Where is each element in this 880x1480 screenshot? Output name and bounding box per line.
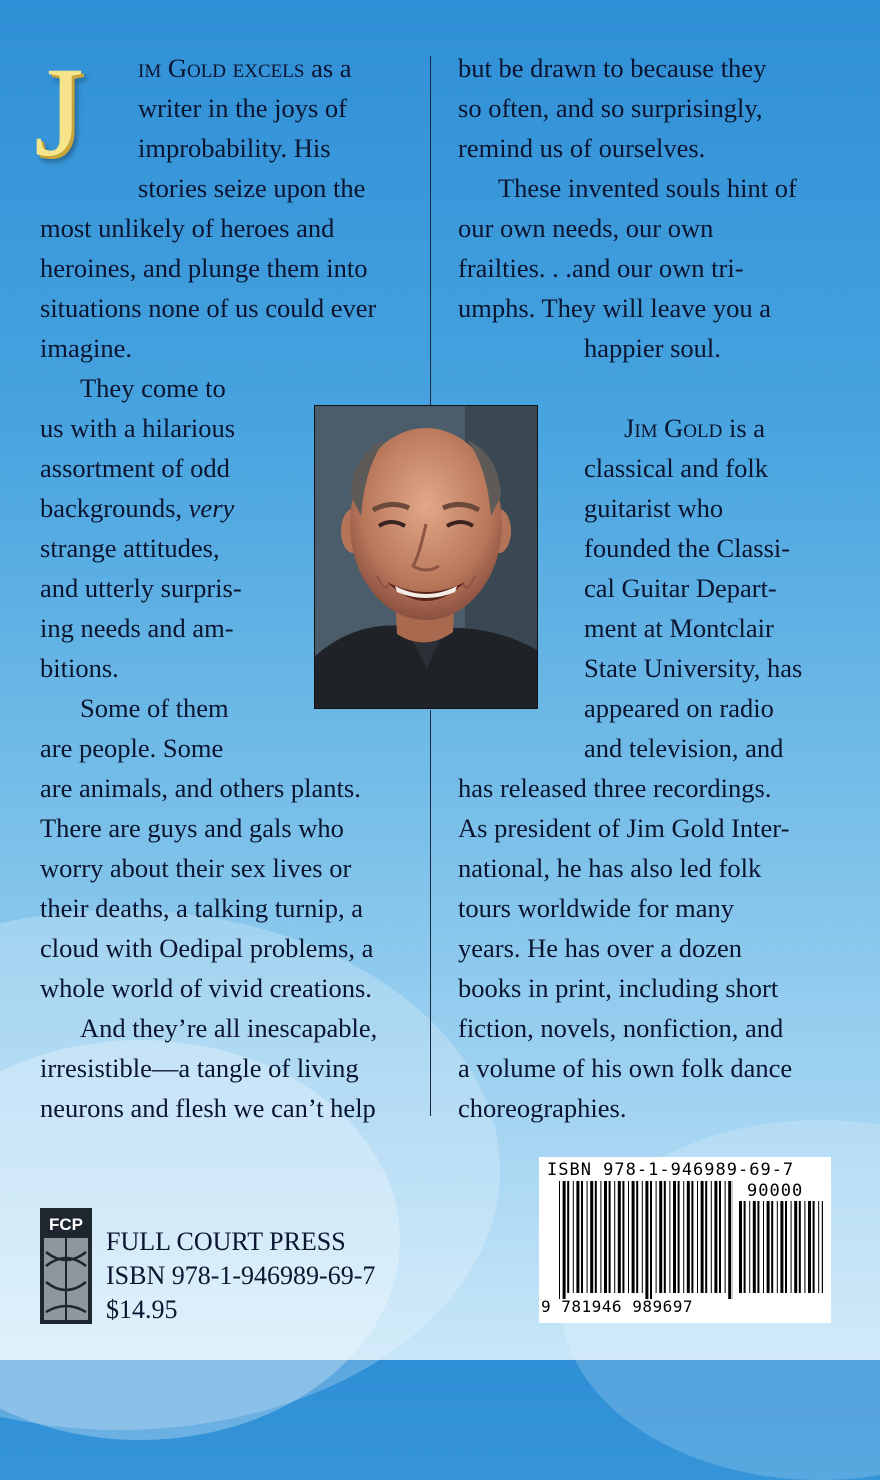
barcode-bar [604, 1181, 607, 1293]
paragraph-line: cloud with Oedipal problems, a [40, 928, 373, 968]
barcode-bar [563, 1181, 566, 1299]
barcode-bar [804, 1201, 805, 1293]
barcode-bar [632, 1181, 635, 1293]
paragraph-line: so often, and so surprisingly, [458, 88, 762, 128]
column-divider [430, 56, 431, 406]
paragraph-line: founded the Classi- [584, 528, 790, 568]
paragraph-line: bitions. [40, 648, 119, 688]
barcode-bar [683, 1181, 684, 1293]
paragraph-line: worry about their sex lives or [40, 848, 351, 888]
barcode-bar [757, 1201, 759, 1293]
barcode-price-code: 90000 [747, 1181, 803, 1201]
barcode-bar [822, 1201, 823, 1293]
column-divider [430, 710, 431, 1116]
paragraph-line: imagine. [40, 328, 132, 368]
barcode-bar [673, 1181, 676, 1293]
paragraph-line: whole world of vivid creations. [40, 968, 372, 1008]
barcode-bar [664, 1181, 666, 1293]
paragraph-line: choreographies. [458, 1088, 627, 1128]
paragraph-line: their deaths, a talking turnip, a [40, 888, 363, 928]
barcode-bar [628, 1181, 629, 1293]
barcode-bar [687, 1181, 690, 1293]
fcp-logo-text: FCP [49, 1215, 83, 1234]
paragraph-line: writer in the joys of [138, 88, 347, 128]
barcode-digits: 9 781946 989697 [541, 1297, 693, 1317]
barcode-bar [701, 1181, 704, 1293]
paragraph-line: frailties. . .and our own tri- [458, 248, 744, 288]
barcode-bar [581, 1181, 583, 1293]
barcode-bar [794, 1201, 797, 1293]
barcode-bar [614, 1181, 615, 1293]
isbn-barcode [539, 1157, 831, 1323]
barcode-bar [818, 1201, 819, 1293]
barcode-bar [791, 1201, 792, 1293]
barcode-bar [771, 1201, 773, 1293]
barcode-bar [705, 1181, 707, 1293]
paragraph-line: appeared on radio [584, 688, 774, 728]
barcode-addon-bars-icon [739, 1201, 823, 1299]
barcode-bar [739, 1201, 742, 1293]
paragraph-line: They come to [80, 368, 226, 408]
author-name-smallcaps: Jim Gold [624, 413, 722, 443]
paragraph-line: As president of Jim Gold Inter- [458, 808, 789, 848]
paragraph-line: tours worldwide for many [458, 888, 734, 928]
paragraph-line: national, he has also led folk [458, 848, 761, 888]
barcode-bar [691, 1181, 693, 1293]
paragraph-line: These invented souls hint of [498, 168, 797, 208]
barcode-bar [645, 1181, 648, 1299]
paragraph-line: and television, and [584, 728, 783, 768]
barcode-isbn-label: ISBN 978-1-946989-69-7 [547, 1159, 794, 1181]
barcode-bars-icon [559, 1181, 733, 1299]
paragraph-line: happier soul. [584, 328, 721, 368]
barcode-bar [808, 1201, 811, 1293]
barcode-bar [656, 1181, 657, 1293]
barcode-bar [767, 1201, 770, 1293]
barcode-bar [659, 1181, 662, 1293]
barcode-bar [763, 1201, 764, 1293]
barcode-bar [678, 1181, 680, 1293]
barcode-bar [813, 1201, 815, 1293]
barcode-bar [728, 1181, 731, 1299]
barcode-bar [600, 1181, 601, 1293]
paragraph-line: us with a hilarious [40, 408, 235, 448]
barcode-bar [587, 1181, 588, 1293]
barcode-bar [669, 1181, 670, 1293]
publisher-isbn: ISBN 978-1-946989-69-7 [106, 1260, 375, 1292]
barcode-bar [780, 1201, 783, 1293]
paragraph-line: ing needs and am- [40, 608, 234, 648]
barcode-bar [725, 1181, 726, 1293]
paragraph-line: are animals, and others plants. [40, 768, 361, 808]
paragraph-line: neurons and flesh we can’t help [40, 1088, 376, 1128]
author-photo [314, 405, 538, 709]
paragraph-line: State University, has [584, 648, 802, 688]
barcode-bar [714, 1181, 717, 1293]
barcode-bar [618, 1181, 621, 1293]
paragraph-line: stories seize upon the [138, 168, 365, 208]
barcode-bar [719, 1181, 721, 1293]
paragraph-line: has released three recordings. [458, 768, 771, 808]
emphasis-text: very [189, 493, 235, 523]
paragraph-line: are people. Some [40, 728, 223, 768]
barcode-bar [636, 1181, 638, 1293]
paragraph-line: Some of them [80, 688, 229, 728]
barcode-bar [642, 1181, 643, 1293]
barcode-bar [711, 1181, 712, 1293]
paragraph-line: Jim Gold is a [624, 408, 765, 448]
paragraph-line: guitarist who [584, 488, 723, 528]
paragraph-line: but be drawn to because they [458, 48, 766, 88]
book-price: $14.95 [106, 1294, 178, 1326]
drop-cap: J [34, 52, 134, 172]
barcode-bar [576, 1181, 579, 1293]
paragraph-line: fiction, novels, nonfiction, and [458, 1008, 783, 1048]
barcode-bar [622, 1181, 624, 1293]
paragraph-line: our own needs, our own [458, 208, 713, 248]
paragraph-line: irresistible—a tangle of living [40, 1048, 359, 1088]
paragraph-line: most unlikely of heroes and [40, 208, 334, 248]
author-portrait-illustration [315, 406, 538, 709]
paragraph-line: and utterly surpris- [40, 568, 242, 608]
paragraph-line: strange attitudes, [40, 528, 220, 568]
barcode-bar [744, 1201, 746, 1293]
paragraph-line: books in print, including short [458, 968, 778, 1008]
paragraph-line: umphs. They will leave you a [458, 288, 771, 328]
barcode-bar [697, 1181, 698, 1293]
barcode-bar [590, 1181, 593, 1293]
paragraph-line: heroines, and plunge them into [40, 248, 368, 288]
barcode-bar [650, 1181, 652, 1299]
barcode-bar [749, 1201, 750, 1293]
paragraph-line: years. He has over a dozen [458, 928, 742, 968]
paragraph-line: assortment of odd [40, 448, 230, 488]
barcode-bar [567, 1181, 569, 1293]
paragraph-line: im Gold excels as a [138, 48, 352, 88]
paragraph-line: remind us of ourselves. [458, 128, 705, 168]
paragraph-line: And they’re all inescapable, [80, 1008, 377, 1048]
author-name-smallcaps: im Gold excels [138, 53, 304, 83]
barcode-bar [559, 1181, 560, 1299]
paragraph-line: backgrounds, very [40, 488, 234, 528]
publisher-name: FULL COURT PRESS [106, 1226, 346, 1258]
barcode-bar [785, 1201, 787, 1293]
paragraph-line: classical and folk [584, 448, 768, 488]
paragraph-line: situations none of us could ever [40, 288, 376, 328]
fcp-logo-icon [40, 1208, 92, 1324]
paragraph-line: There are guys and gals who [40, 808, 344, 848]
paragraph-line: improbability. His [138, 128, 331, 168]
barcode-bar [595, 1181, 597, 1293]
barcode-bar [609, 1181, 611, 1293]
barcode-bar [573, 1181, 574, 1293]
paragraph-line: a volume of his own folk dance [458, 1048, 792, 1088]
paragraph-line: ment at Montclair [584, 608, 774, 648]
barcode-bar [777, 1201, 778, 1293]
barcode-bar [799, 1201, 801, 1293]
barcode-bar [753, 1201, 756, 1293]
paragraph-line: cal Guitar Depart- [584, 568, 777, 608]
